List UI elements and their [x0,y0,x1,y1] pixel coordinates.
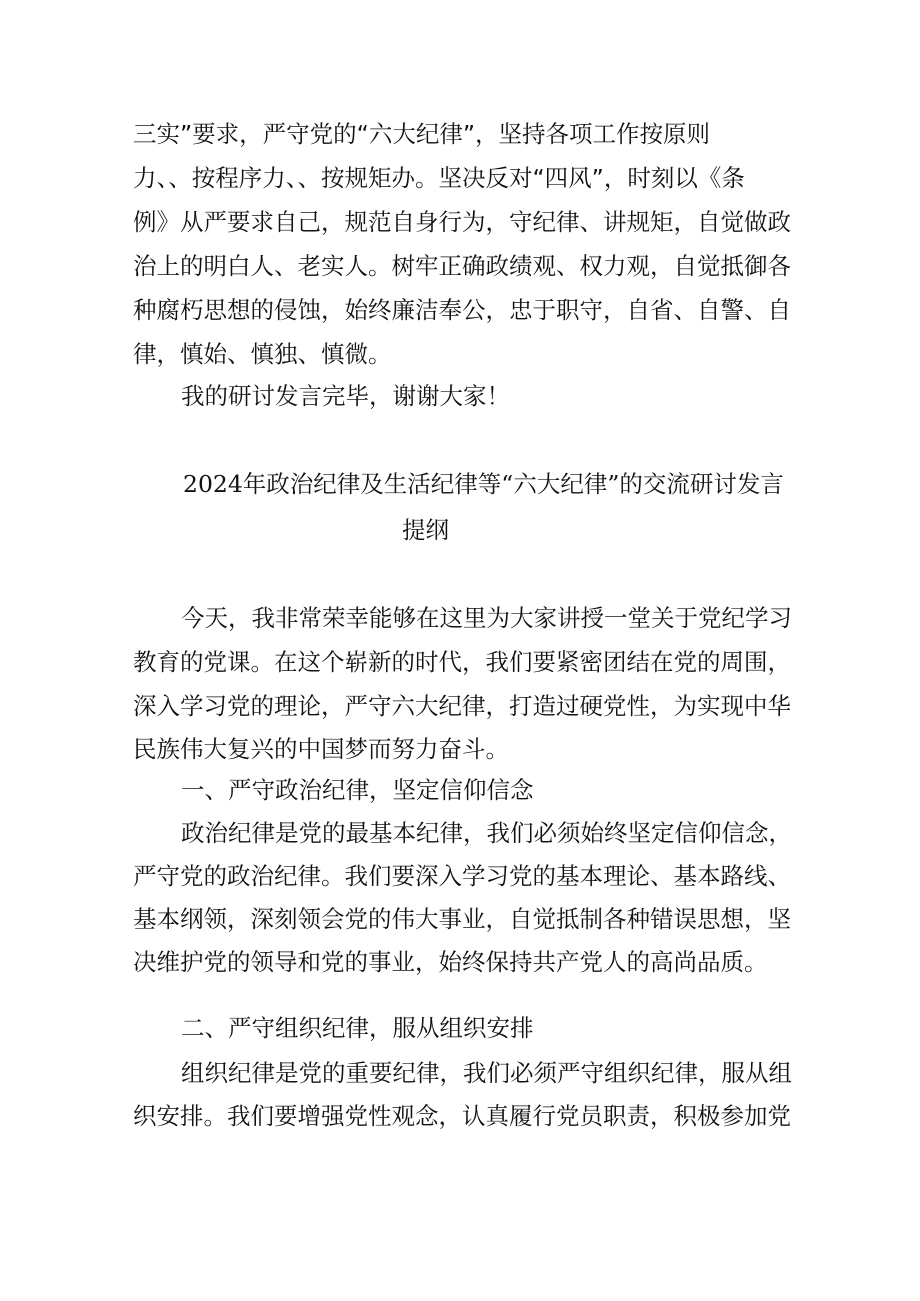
paragraph-line: 律，慎始、慎独、慎微。 [133,340,392,368]
paragraph-line: 民族伟大复兴的中国梦而努力奋斗。 [133,735,509,763]
paragraph-line: 严守党的政治纪律。我们要深入学习党的基本理论、基本路线、 [133,862,791,890]
document-title: 2024年政治纪律及生活纪律等“六大纪律”的交流研讨发言 [183,470,784,498]
paragraph-line: 决维护党的领导和党的事业，始终保持共产党人的高尚品质。 [133,948,768,976]
paragraph-line: 织安排。我们要增强党性观念，认真履行党员职责，积极参加党 [133,1102,791,1130]
section-heading: 一、严守政治纪律，坚定信仰信念 [181,776,534,804]
paragraph-line: 治上的明白人、老实人。树牢正确政绩观、权力观，自觉抵御各 [133,252,791,280]
paragraph-line: 教育的党课。在这个崭新的时代，我们要紧密团结在党的周围， [133,648,791,676]
paragraph-line: 力、、按程序力、、按规矩办。坚决反对“四风”，时刻以《条 [133,164,745,192]
document-title-continued: 提纲 [402,516,449,544]
paragraph-line: 例》从严要求自己，规范自身行为，守纪律、讲规矩，自觉做政 [133,208,791,236]
paragraph-line: 基本纲领，深刻领会党的伟大事业，自觉抵制各种错误思想，坚 [133,905,791,933]
paragraph-line: 组织纪律是党的重要纪律，我们必须严守组织纪律，服从组 [181,1059,792,1087]
paragraph-line: 深入学习党的理论，严守六大纪律，打造过硬党性，为实现中华 [133,692,791,720]
closing-remark: 我的研讨发言完毕，谢谢大家！ [181,382,510,410]
paragraph-line: 三实”要求，严守党的“六大纪律”，坚持各项工作按原则 [133,120,711,148]
paragraph-line: 政治纪律是党的最基本纪律，我们必须始终坚定信仰信念， [181,819,792,847]
paragraph-line: 今天，我非常荣幸能够在这里为大家讲授一堂关于党纪学习 [181,604,792,632]
section-heading: 二、严守组织纪律，服从组织安排 [181,1014,534,1042]
paragraph-line: 种腐朽思想的侵蚀，始终廉洁奉公，忠于职守，自省、自警、自 [133,296,791,324]
